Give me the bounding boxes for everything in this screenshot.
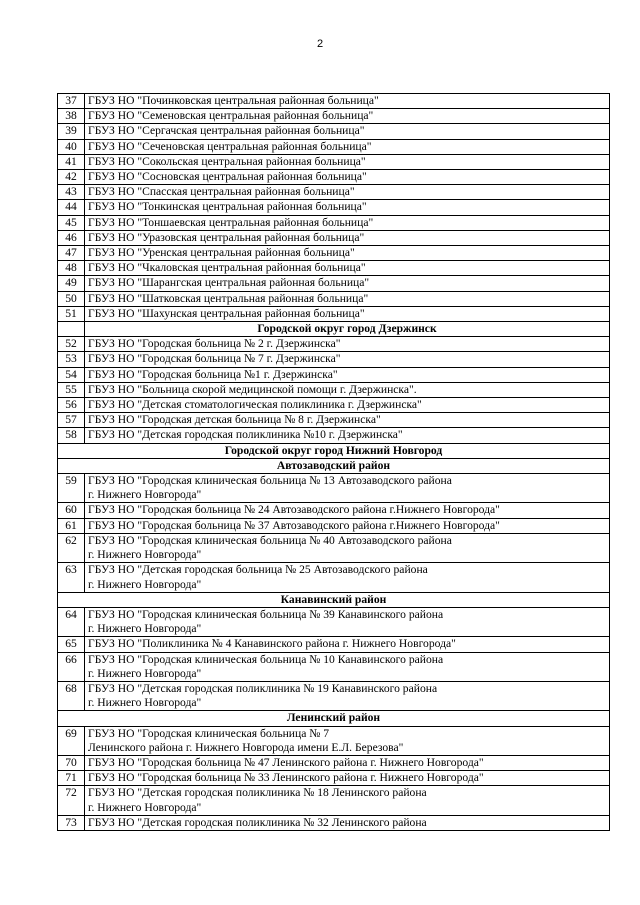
table-row (58, 170, 610, 185)
table-row (58, 637, 610, 652)
table-row (58, 230, 610, 245)
row-number: 60 (58, 503, 85, 518)
section-heading: Ленинский район (58, 711, 610, 726)
table-row (58, 771, 610, 786)
row-number: 58 (58, 428, 85, 443)
section-heading: Городской округ город Дзержинск (85, 322, 610, 337)
section-heading: Канавинский район (58, 592, 610, 607)
row-number: 57 (58, 413, 85, 428)
institution-name: ГБУЗ НО "Тоншаевская центральная районная больница" (85, 215, 610, 230)
institution-name: ГБУЗ НО "Городская больница № 7 г. Дзержинска" (85, 352, 610, 367)
table-row (58, 786, 610, 815)
row-number: 48 (58, 261, 85, 276)
table-row (58, 124, 610, 139)
table-row (58, 681, 610, 710)
table-row (58, 337, 610, 352)
page-number: 2 (316, 38, 324, 50)
row-number: 70 (58, 755, 85, 770)
row-number: 63 (58, 563, 85, 592)
table-row (58, 185, 610, 200)
institution-name: ГБУЗ НО "Шатковская центральная районная больница" (85, 291, 610, 306)
table-row (58, 94, 610, 109)
row-number: 56 (58, 398, 85, 413)
table-row (58, 503, 610, 518)
row-number: 37 (58, 94, 85, 109)
section-row (58, 592, 610, 607)
institution-name: ГБУЗ НО "Сокольская центральная районная больница" (85, 154, 610, 169)
section-heading: Городской округ город Нижний Новгород (58, 443, 610, 458)
row-number: 52 (58, 337, 85, 352)
institution-name: ГБУЗ НО "Детская стоматологическая поликлиника г. Дзержинска" (85, 398, 610, 413)
row-number: 68 (58, 681, 85, 710)
institution-name: ГБУЗ НО "Спасская центральная районная больница" (85, 185, 610, 200)
row-number: 61 (58, 518, 85, 533)
institution-name: ГБУЗ НО "Детская городская поликлиника № 32 Ленинского района (85, 815, 610, 830)
section-row (58, 458, 610, 473)
institution-name: ГБУЗ НО "Городская больница № 47 Ленинского района г. Нижнего Новгорода" (85, 755, 610, 770)
row-number: 41 (58, 154, 85, 169)
institution-name: ГБУЗ НО "Сеченовская центральная районная больница" (85, 139, 610, 154)
section-row (58, 443, 610, 458)
institution-name: ГБУЗ НО "Городская больница № 24 Автозаводского района г.Нижнего Новгорода" (85, 503, 610, 518)
row-number: 43 (58, 185, 85, 200)
institution-name: ГБУЗ НО "Городская больница № 2 г. Дзержинска" (85, 337, 610, 352)
institution-name: ГБУЗ НО "Уренская центральная районная больница" (85, 246, 610, 261)
row-number: 40 (58, 139, 85, 154)
table-row (58, 428, 610, 443)
table-row (58, 154, 610, 169)
table-row (58, 607, 610, 636)
institution-name: ГБУЗ НО "Городская больница № 37 Автозаводского района г.Нижнего Новгорода" (85, 518, 610, 533)
institution-name: ГБУЗ НО "Городская детская больница № 8 г. Дзержинска" (85, 413, 610, 428)
row-number: 71 (58, 771, 85, 786)
table-row (58, 563, 610, 592)
row-number: 69 (58, 726, 85, 755)
institution-name: ГБУЗ НО "Городская клиническая больница № 39 Канавинского района г. Нижнего Новгорода" (85, 607, 610, 636)
hospital-list-table (57, 93, 610, 831)
row-number: 42 (58, 170, 85, 185)
table-row (58, 398, 610, 413)
institution-name: ГБУЗ НО "Тонкинская центральная районная больница" (85, 200, 610, 215)
section-row (58, 711, 610, 726)
table-row (58, 367, 610, 382)
row-number: 46 (58, 230, 85, 245)
institution-name: ГБУЗ НО "Уразовская центральная районная больница" (85, 230, 610, 245)
row-number (58, 322, 85, 337)
row-number: 65 (58, 637, 85, 652)
row-number: 64 (58, 607, 85, 636)
table-row (58, 652, 610, 681)
row-number: 66 (58, 652, 85, 681)
institution-name: ГБУЗ НО "Городская клиническая больница № 10 Канавинского района г. Нижнего Новгорода" (85, 652, 610, 681)
table-row (58, 755, 610, 770)
row-number: 55 (58, 382, 85, 397)
table-row (58, 518, 610, 533)
row-number: 51 (58, 306, 85, 321)
institution-name: ГБУЗ НО "Городская больница № 33 Ленинского района г. Нижнего Новгорода" (85, 771, 610, 786)
institution-name: ГБУЗ НО "Городская клиническая больница № 13 Автозаводского района г. Нижнего Новгорода" (85, 474, 610, 503)
institution-name: ГБУЗ НО "Поликлиника № 4 Канавинского района г. Нижнего Новгорода" (85, 637, 610, 652)
row-number: 73 (58, 815, 85, 830)
institution-name: ГБУЗ НО "Шахунская центральная районная больница" (85, 306, 610, 321)
institution-name: ГБУЗ НО "Городская клиническая больница № 7 Ленинского района г. Нижнего Новгорода имени Е.Л. Березова" (85, 726, 610, 755)
institution-name: ГБУЗ НО "Городская больница №1 г. Дзержинска" (85, 367, 610, 382)
institution-name: ГБУЗ НО "Детская городская поликлиника № 19 Канавинского района г. Нижнего Новгорода" (85, 681, 610, 710)
table-row (58, 815, 610, 830)
row-number: 50 (58, 291, 85, 306)
row-number: 72 (58, 786, 85, 815)
institution-name: ГБУЗ НО "Починковская центральная районная больница" (85, 94, 610, 109)
institution-name: ГБУЗ НО "Семеновская центральная районная больница" (85, 109, 610, 124)
row-number: 53 (58, 352, 85, 367)
table-row (58, 306, 610, 321)
table-row (58, 200, 610, 215)
institution-name: ГБУЗ НО "Детская городская больница № 25 Автозаводского района г. Нижнего Новгорода" (85, 563, 610, 592)
table-row (58, 291, 610, 306)
row-number: 44 (58, 200, 85, 215)
table-row (58, 352, 610, 367)
table-row (58, 215, 610, 230)
row-number: 47 (58, 246, 85, 261)
table-row (58, 413, 610, 428)
table-row (58, 139, 610, 154)
institution-name: ГБУЗ НО "Чкаловская центральная районная больница" (85, 261, 610, 276)
institution-name: ГБУЗ НО "Шарангская центральная районная больница" (85, 276, 610, 291)
institution-name: ГБУЗ НО "Детская городская поликлиника № 18 Ленинского района г. Нижнего Новгорода" (85, 786, 610, 815)
table-row (58, 109, 610, 124)
row-number: 49 (58, 276, 85, 291)
table-row (58, 246, 610, 261)
section-heading: Автозаводский район (58, 458, 610, 473)
table-row (58, 474, 610, 503)
section-row (58, 322, 610, 337)
institution-name: ГБУЗ НО "Детская городская поликлиника №10 г. Дзержинска" (85, 428, 610, 443)
row-number: 62 (58, 533, 85, 562)
table-row (58, 261, 610, 276)
table-row (58, 276, 610, 291)
row-number: 54 (58, 367, 85, 382)
row-number: 59 (58, 474, 85, 503)
table-body (58, 94, 610, 831)
institution-name: ГБУЗ НО "Сосновская центральная районная больница" (85, 170, 610, 185)
row-number: 45 (58, 215, 85, 230)
row-number: 39 (58, 124, 85, 139)
row-number: 38 (58, 109, 85, 124)
institution-name: ГБУЗ НО "Сергачская центральная районная больница" (85, 124, 610, 139)
table-row (58, 726, 610, 755)
institution-name: ГБУЗ НО "Больница скорой медицинской помощи г. Дзержинска". (85, 382, 610, 397)
institution-name: ГБУЗ НО "Городская клиническая больница № 40 Автозаводского района г. Нижнего Новгорода" (85, 533, 610, 562)
table-row (58, 382, 610, 397)
table-row (58, 533, 610, 562)
